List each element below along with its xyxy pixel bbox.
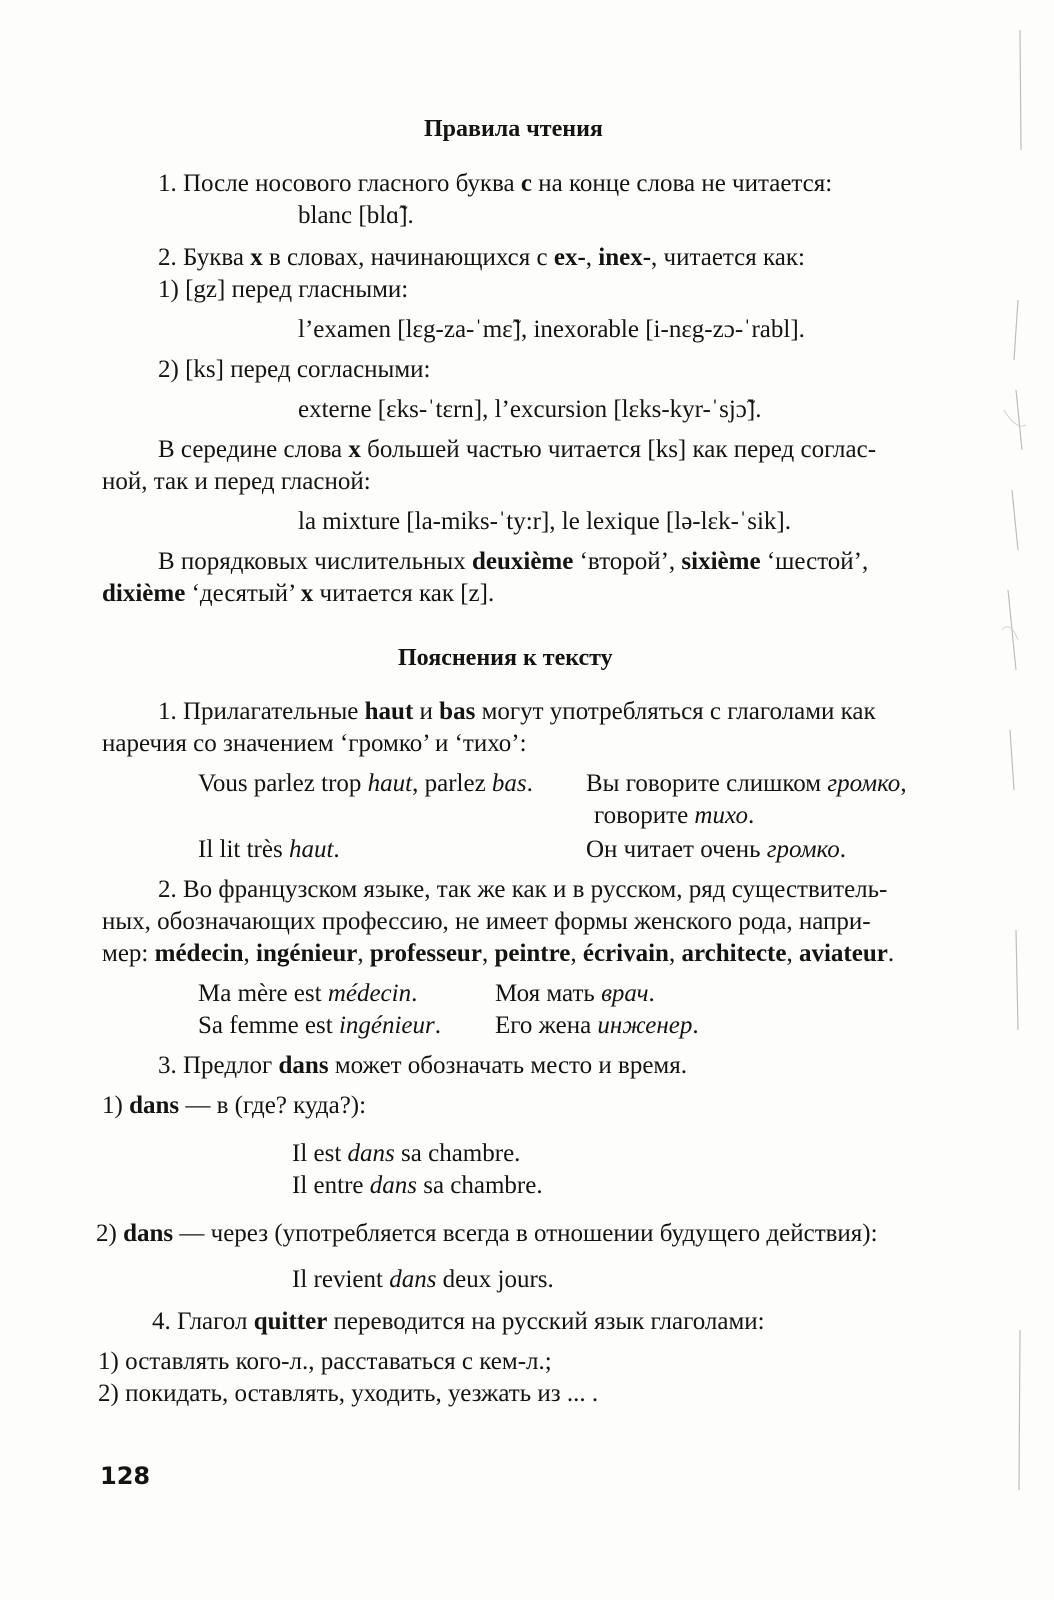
note-4-item-2: 2) покидать, оставлять, уходить, уезжать из ... . [98, 1380, 599, 1407]
note-3-example-2: Il entre dans sa chambre. [292, 1172, 543, 1199]
note-2-text-cont-1: ных, обозначающих профессию, не имеет формы женского рода, напри- [102, 908, 871, 935]
note-2-text: 2. Во французском языке, так же как и в русском, ряд существитель- [158, 876, 888, 903]
rule-ordinals-text: В порядковых числительных deuxième ‘второй’, sixième ‘шестой’, [158, 548, 869, 575]
rule-middle-text: В середине слова x большей частью читается [ks] как перед соглас- [158, 436, 877, 463]
rule-2-example-2: externe [ɛks-ˈtɛrn], l’excursion [lɛks-kyr-ˈsjɔ̃]. [298, 396, 762, 423]
note-1-example-1-ru-cont: говорите тихо. [594, 802, 755, 829]
page-number: 128 [100, 1462, 151, 1490]
note-3-example-1: Il est dans sa chambre. [292, 1140, 521, 1167]
note-2-example-1-fr: Ma mère est médecin. [198, 980, 418, 1007]
note-3-example-3: Il revient dans deux jours. [292, 1266, 554, 1293]
note-3-item-1: 1) dans — в (где? куда?): [102, 1092, 367, 1119]
rule-2-item-1: 1) [gz] перед гласными: [158, 276, 409, 303]
scan-edge-decoration [996, 30, 1036, 1550]
note-2-example-2-fr: Sa femme est ingénieur. [198, 1012, 442, 1039]
note-3-item-2: 2) dans — через (употребляется всегда в отношении будущего действия): [96, 1220, 878, 1247]
note-2-text-cont-2: мер: médecin, ingénieur, professeur, peintre, écrivain, architecte, aviateur. [102, 940, 895, 967]
rule-middle-text-cont: ной, так и перед гласной: [102, 468, 371, 495]
note-1-example-2-fr: Il lit très haut. [198, 836, 340, 863]
note-1-example-2-ru: Он читает очень громко. [586, 836, 847, 863]
note-1-text: 1. Прилагательные haut и bas могут употребляться с глаголами как [158, 698, 876, 725]
section-heading-notes: Пояснения к тексту [398, 645, 613, 671]
note-1-text-cont: наречия со значением ‘громко’ и ‘тихо’: [102, 730, 527, 757]
section-heading-reading-rules: Правила чтения [424, 116, 603, 142]
note-2-example-2-ru: Его жена инженер. [495, 1012, 699, 1039]
note-2-example-1-ru: Моя мать врач. [495, 980, 655, 1007]
note-4-text: 4. Глагол quitter переводится на русский язык глаголами: [152, 1308, 765, 1335]
rule-ordinals-text-cont: dixième ‘десятый’ x читается как [z]. [102, 580, 495, 607]
rule-2-text: 2. Буква x в словах, начинающихся с ex-, inex-, читается как: [158, 244, 805, 271]
rule-middle-example: la mixture [la-miks-ˈty:r], le lexique [lə-lɛk-ˈsik]. [298, 508, 791, 535]
note-1-example-1-ru: Вы говорите слишком громко, [586, 770, 907, 797]
rule-1-text: 1. После носового гласного буква c на конце слова не читается: [158, 170, 833, 197]
rule-1-example: blanc [blɑ̃]. [298, 202, 414, 229]
note-1-example-1-fr: Vous parlez trop haut, parlez bas. [198, 770, 533, 797]
rule-2-item-2: 2) [ks] перед согласными: [158, 356, 431, 383]
note-3-text: 3. Предлог dans может обозначать место и время. [158, 1052, 687, 1079]
rule-2-example-1: l’examen [lɛg-za-ˈmɛ̃], inexorable [i-nɛg-zɔ-ˈrabl]. [298, 316, 805, 343]
note-4-item-1: 1) оставлять кого-л., расставаться с кем-л.; [98, 1348, 552, 1375]
